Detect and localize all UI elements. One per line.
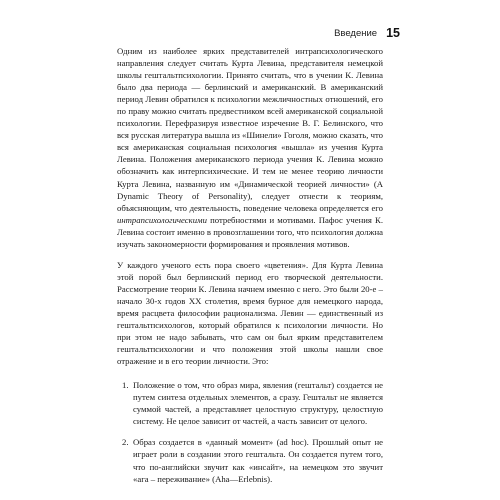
numbered-list [117, 379, 383, 484]
list-item [117, 436, 383, 484]
paragraph-1 [117, 45, 383, 250]
chapter-title: Введение [334, 27, 378, 39]
list-item-number: 1. [122, 380, 129, 391]
paragraph-1-text: Одним из наиболее ярких представителей интрапсихологического направления следует считать Курта Левина, представителя немецкой школы гештальтпсихологии. Принято считать, что в учении К. Левина было два периода — берлинский и американский. В американский период Левин обратился к психологии межличностных отношений, его по праву можно считать предвестником всей американской социальной психологии. Перефразируя известное изречение В. Г. Белинского, что вся русская литература вышла из «Шинели» Гоголя, можно сказать, что вся американская социальная психология «вышла» из учения Курта Левина. Положения американского периода учения К. Левина можно обозначить как интерпсихические. И тем не менее теорию личности Курта Левина, названную им «Динамической теорией личности» (A Dynamic Theory of Personality), следует отнести к теориям, объясняющим, что деятельность, поведение человека определяется его [117, 46, 383, 213]
paragraph-2 [117, 259, 383, 367]
running-head [334, 26, 400, 40]
paragraph-1-text-end: потребностями и мотивами. Пафос учения К. Левина состоит именно в провозглашении того, что психология должна изучать закономерности формирования и проявления мотивов. [117, 214, 383, 249]
paragraph-1-emphasis: интрапсихологическими [117, 214, 207, 225]
list-item-text: Образ создается в «данный момент» (ad hoc). Прошлый опыт не играет роли в создании этого гештальта. Он создается путем того, что по-английски звучит как «инсайт», на немецком это звучит «ага – переживание» (Aha—Erlebnis). [133, 437, 383, 484]
list-item [117, 379, 383, 427]
page-number: 15 [386, 26, 400, 40]
body-text [117, 45, 383, 494]
list-item-number: 2. [122, 437, 129, 448]
list-item-text: Положение о том, что образ мира, явления (гештальт) создается не путем синтеза отдельных элементов, а сразу. Гештальт не является суммой частей, а представляет целостную структуру, целостную систему. Не целое зависит от частей, а часть зависит от целого. [133, 380, 383, 427]
paragraph-2-text: У каждого ученого есть пора своего «цветения». Для Курта Левина этой порой был берлинский период его творческой деятельности. Рассмотрение теории К. Левина начнем именно с него. Это были 20-е – начало 30-х годов XX столетия, время бурное для немецкого народа, время расцвета философии рационализма. Левин — единственный из гештальтпсихологов, который обратился к психологии личности. Но при этом не надо забывать, что сам он был ярким представителем гештальтпсихологии и что положения этой школы нашли свое отражение и в его теории личности. Это: [117, 259, 383, 367]
